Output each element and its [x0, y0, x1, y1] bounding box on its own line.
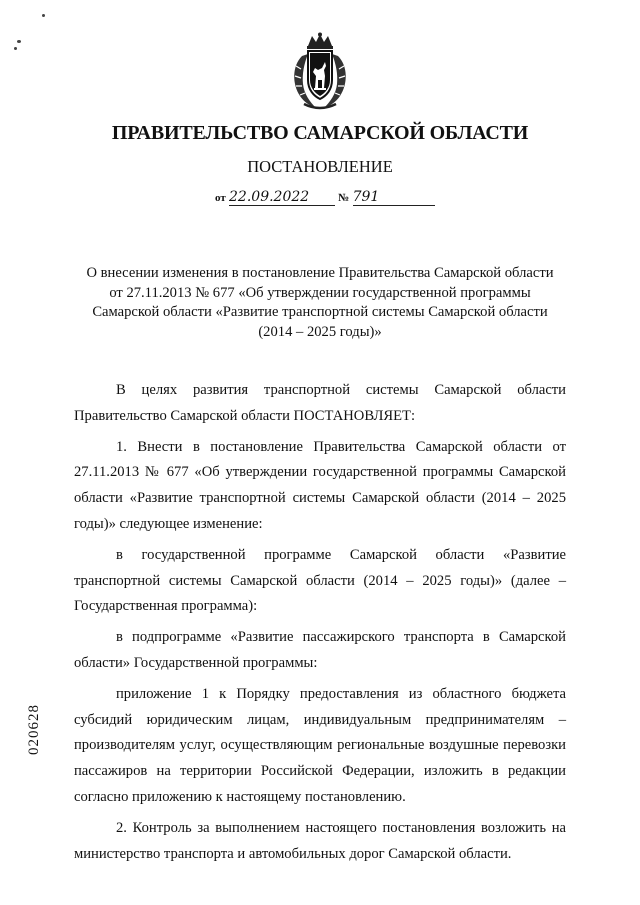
paragraph-program: в государственной программе Самарской области «Развитие транспортной системы Самарской области (2014 – 2025 годы)» (далее – Государственная программа): [74, 546, 566, 615]
resolution-body [74, 378, 566, 867]
date-number-line [215, 189, 435, 206]
coat-of-arms-emblem [288, 32, 352, 112]
paragraph-item-1: 1. Внести в постановление Правительства Самарской области от 27.11.2013 № 677 «Об утверждении государственной программы Самарской области «Развитие транспортной системы Самарской области (2014 – 2025 годы)» следующее изменение: [74, 438, 566, 532]
paragraph-subprogram: в подпрограмме «Развитие пассажирского транспорта в Самарской области» Государственной программы: [74, 629, 566, 671]
side-serial-number: 020628 [26, 704, 42, 755]
paragraph-preamble: В целях развития транспортной системы Самарской области Правительство Самарской области ПОСТАНОВЛЯЕТ: [74, 382, 566, 424]
subject-line: (2014 – 2025 годы)» [258, 323, 382, 340]
date-label: от [215, 192, 226, 204]
scan-speck [17, 40, 21, 43]
subject-line: Самарской области «Развитие транспортной системы Самарской области [92, 304, 548, 320]
subject-line: О внесении изменения в постановление Правительства Самарской области [86, 265, 554, 281]
number-label: № [338, 192, 350, 204]
paragraph-item-2: 2. Контроль за выполнением настоящего постановления возложить на министерство транспорта и автомобильных дорог Самарской области. [74, 819, 566, 862]
document-type: ПОСТАНОВЛЕНИЕ [247, 157, 393, 176]
paragraph-appendix: приложение 1 к Порядку предоставления из областного бюджета субсидий юридическим лицам, индивидуальным предпринимателям – производителям услуг, осуществляющим региональные воздушные перевозки пассажиров на территории Российской Федерации, изложить в редакции согласно приложению к настоящему постановлению. [74, 685, 566, 805]
resolution-subject [70, 264, 570, 342]
organization-title: ПРАВИТЕЛЬСТВО САМАРСКОЙ ОБЛАСТИ [111, 122, 529, 144]
scan-speck [42, 14, 45, 17]
subject-line: от 27.11.2013 № 677 «Об утверждении государственной программы [109, 284, 531, 301]
handwritten-number: 791 [353, 190, 435, 206]
scan-speck [14, 47, 17, 50]
handwritten-date: 22.09.2022 [229, 190, 335, 206]
